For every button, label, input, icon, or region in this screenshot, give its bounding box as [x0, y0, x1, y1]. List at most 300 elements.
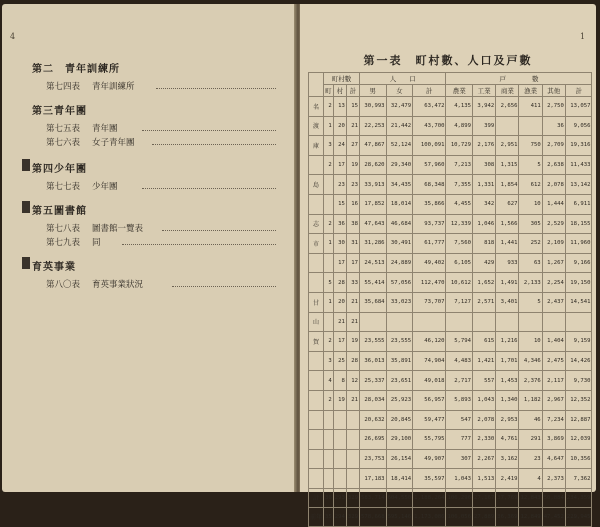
table-cell: 234,359 — [565, 488, 592, 507]
table-cell — [333, 410, 346, 430]
table-cell: 31 — [346, 234, 359, 254]
row-label — [309, 469, 324, 489]
toc-item: 第八〇表 育英事業狀況 — [46, 280, 144, 290]
leader-dots — [122, 243, 276, 245]
table-cell: 4 — [519, 469, 542, 489]
table-cell: 329 — [346, 488, 359, 507]
toc-section-s3: 第三青年團 — [32, 106, 87, 117]
table-cell: 2,109 — [542, 234, 565, 254]
table-cell: 23,651 — [386, 371, 413, 391]
leader-dots — [172, 285, 276, 287]
table-cell: 3,401 — [496, 292, 519, 312]
table-cell: 28 — [333, 273, 346, 293]
table-cell: 21 — [333, 312, 346, 332]
table-row — [309, 116, 592, 136]
leader-dots — [152, 143, 276, 145]
table-cell: 12,887 — [565, 410, 592, 430]
table-cell: 27,167 — [473, 488, 496, 507]
table-cell: 34,435 — [386, 175, 413, 195]
table-cell: 49,907 — [413, 449, 446, 469]
table-cell: 4,346 — [519, 351, 542, 371]
table-cell: 399 — [473, 116, 496, 136]
table-cell: 229,945 — [565, 507, 592, 526]
table-cell: 9,159 — [565, 332, 592, 352]
table-cell: 1,188,264 — [413, 488, 446, 507]
table-cell: 1,854 — [496, 175, 519, 195]
table-cell — [324, 312, 334, 332]
table-cell: 93,737 — [413, 214, 446, 234]
column-header: 女 — [386, 85, 413, 97]
table-cell: 63 — [519, 253, 542, 273]
table-row — [309, 449, 592, 469]
table-cell — [346, 449, 359, 469]
table-cell: 1,652 — [473, 273, 496, 293]
table-cell: 6,105 — [446, 253, 473, 273]
table-cell: 25 — [333, 351, 346, 371]
table-cell: 47,452 — [542, 507, 565, 526]
table-cell: 50,884 — [542, 488, 565, 507]
table-cell: 14,426 — [565, 351, 592, 371]
table-cell: 2,267 — [473, 449, 496, 469]
table-cell: 612 — [519, 175, 542, 195]
table-cell: 20 — [333, 116, 346, 136]
table-cell — [324, 253, 334, 273]
table-cell: 4 — [324, 371, 334, 391]
table-cell — [346, 469, 359, 489]
table-row — [309, 136, 592, 156]
table-cell: 25,337 — [359, 371, 386, 391]
table-cell: 23,555 — [386, 332, 413, 352]
table-cell: 17,183 — [359, 469, 386, 489]
table-cell: 4,455 — [446, 194, 473, 214]
table-cell: 28 — [346, 351, 359, 371]
table-cell: 1,315 — [496, 155, 519, 175]
table-cell: 15 — [333, 194, 346, 214]
table-cell: 3,162 — [496, 449, 519, 469]
table-cell: 2,529 — [542, 214, 565, 234]
table-cell: 10,729 — [446, 136, 473, 156]
table-cell: 35,684 — [359, 292, 386, 312]
table-cell: 2 — [324, 97, 334, 117]
table-cell: 2,717 — [446, 371, 473, 391]
table-cell: 33,913 — [359, 175, 386, 195]
table-cell: 1,421 — [473, 351, 496, 371]
right-page — [300, 4, 596, 522]
table-row — [309, 430, 592, 450]
table-cell: 106,056 — [446, 507, 473, 526]
table-cell: 329 — [346, 507, 359, 526]
table-title: 第一表 町村數、人口及戸數 — [363, 54, 533, 67]
table-cell: 19 — [333, 390, 346, 410]
column-header: 其他 — [542, 85, 565, 97]
column-header: 村 — [333, 85, 346, 97]
table-cell: 33,023 — [386, 292, 413, 312]
table-cell: 22,253 — [359, 116, 386, 136]
table-cell: 59,477 — [413, 410, 446, 430]
table-cell: 36,013 — [359, 351, 386, 371]
table-cell: 18,014 — [386, 194, 413, 214]
table-cell: 1 — [324, 292, 334, 312]
column-header: 男 — [359, 85, 386, 97]
table-cell — [519, 116, 542, 136]
table-cell: 21 — [346, 292, 359, 312]
table-cell: 27 — [346, 136, 359, 156]
table-cell: 20,632 — [359, 410, 386, 430]
row-label: 甘 — [309, 292, 324, 312]
table-cell: 308 — [473, 155, 496, 175]
table-cell — [333, 449, 346, 469]
table-cell: 17 — [333, 332, 346, 352]
row-label — [309, 410, 324, 430]
table-row — [309, 390, 592, 410]
leader-dots — [142, 187, 276, 189]
table-cell: 252 — [519, 234, 542, 254]
table-cell: 11,433 — [565, 155, 592, 175]
table-cell: 2,419 — [496, 469, 519, 489]
table-cell: 49,018 — [413, 371, 446, 391]
table-cell — [565, 312, 592, 332]
table-cell: 21 — [346, 312, 359, 332]
column-header: 町 — [324, 85, 334, 97]
table-cell: 12,039 — [565, 430, 592, 450]
table-cell: 933 — [496, 253, 519, 273]
row-label: 前年 — [309, 507, 324, 526]
table-cell: 18,414 — [386, 469, 413, 489]
total-row — [309, 488, 592, 507]
table-cell: 10,612 — [446, 273, 473, 293]
table-cell: 2,373 — [542, 469, 565, 489]
table-row — [309, 371, 592, 391]
table-cell: 36 — [324, 488, 334, 507]
table-cell: 1,491 — [496, 273, 519, 293]
table-cell: 293 — [333, 488, 346, 507]
row-label — [309, 390, 324, 410]
table-cell: 12,352 — [565, 390, 592, 410]
table-cell: 21,442 — [386, 116, 413, 136]
table-cell: 7,362 — [565, 469, 592, 489]
table-cell: 3,942 — [473, 97, 496, 117]
table-cell: 2,330 — [473, 430, 496, 450]
table-cell: 13 — [333, 97, 346, 117]
row-label: 市 — [309, 234, 324, 254]
table-cell: 17,852 — [359, 194, 386, 214]
table-cell — [324, 194, 334, 214]
table-cell: 18,155 — [565, 214, 592, 234]
table-cell: 2,078 — [542, 175, 565, 195]
row-label: 賀 — [309, 332, 324, 352]
leader-dots — [142, 129, 276, 131]
header-towns: 町村數 — [324, 73, 360, 85]
table-cell: 19,316 — [565, 136, 592, 156]
table-cell: 2,638 — [542, 155, 565, 175]
table-cell: 2,437 — [542, 292, 565, 312]
table-cell: 1,441 — [496, 234, 519, 254]
header-population: 人 口 — [359, 73, 445, 85]
table-cell: 24 — [333, 136, 346, 156]
table-cell: 19 — [346, 155, 359, 175]
table-cell: 24,889 — [386, 253, 413, 273]
table-cell: 2,656 — [496, 97, 519, 117]
row-label — [309, 371, 324, 391]
table-cell — [324, 410, 334, 430]
table-cell: 57,960 — [413, 155, 446, 175]
table-cell: 547 — [446, 410, 473, 430]
table-cell: 342 — [473, 194, 496, 214]
table-cell: 20 — [333, 292, 346, 312]
table-cell: 74,904 — [413, 351, 446, 371]
table-cell: 6,911 — [565, 194, 592, 214]
table-cell: 627 — [496, 194, 519, 214]
table-cell: 1 — [324, 116, 334, 136]
table-cell: 5,893 — [446, 390, 473, 410]
column-header: 工業 — [473, 85, 496, 97]
table-cell: 26,695 — [359, 430, 386, 450]
table-cell: 3 — [324, 136, 334, 156]
row-label — [309, 155, 324, 175]
table-cell: 2,133 — [519, 273, 542, 293]
table-cell: 1,340 — [496, 390, 519, 410]
table-cell: 291 — [519, 430, 542, 450]
table-cell: 36,369 — [496, 507, 519, 526]
leader-dots — [156, 87, 276, 89]
column-header: 計 — [413, 85, 446, 97]
leader-dots — [162, 229, 276, 231]
table-cell: 2,951 — [496, 136, 519, 156]
table-cell: 23 — [519, 449, 542, 469]
table-cell: 19,150 — [565, 273, 592, 293]
table-cell: 26,154 — [386, 449, 413, 469]
table-cell: 55,414 — [359, 273, 386, 293]
table-cell: 43,700 — [413, 116, 446, 136]
table-row — [309, 273, 592, 293]
table-cell: 63,472 — [413, 97, 446, 117]
table-cell: 61,777 — [413, 234, 446, 254]
table-cell: 1,267 — [542, 253, 565, 273]
table-cell: 4,135 — [446, 97, 473, 117]
column-header: 計 — [346, 85, 359, 97]
table-cell: 13,142 — [565, 175, 592, 195]
table-cell — [519, 312, 542, 332]
table-cell: 38 — [346, 214, 359, 234]
table-cell: 2,709 — [542, 136, 565, 156]
table-cell: 7,127 — [446, 292, 473, 312]
table-row — [309, 312, 592, 332]
table-cell: 2,117 — [542, 371, 565, 391]
table-cell: 15 — [346, 97, 359, 117]
table-cell: 305 — [519, 214, 542, 234]
table-cell: 19 — [346, 332, 359, 352]
table-cell: 49,402 — [413, 253, 446, 273]
column-header: 計 — [565, 85, 592, 97]
row-label: 計 — [309, 488, 324, 507]
table-cell: 3,869 — [542, 430, 565, 450]
toc-item: 第七五表 青年團 — [46, 124, 118, 134]
table-cell: 100,091 — [413, 136, 446, 156]
table-cell — [346, 430, 359, 450]
toc-section-s2: 第二 青年訓練所 — [32, 64, 120, 75]
table-cell: 21 — [346, 390, 359, 410]
row-label: 志 — [309, 214, 324, 234]
table-cell: 36 — [333, 214, 346, 234]
table-cell — [324, 430, 334, 450]
toc-section-s4: 第四少年團 — [32, 160, 87, 175]
table-cell: 1 — [324, 234, 334, 254]
table-cell: 2,750 — [542, 97, 565, 117]
table-cell: 2 — [324, 155, 334, 175]
table-cell: 31,286 — [359, 234, 386, 254]
table-cell: 2 — [324, 214, 334, 234]
table-cell: 2 — [324, 390, 334, 410]
table-cell: 12,849 — [519, 507, 542, 526]
table-cell — [446, 312, 473, 332]
table-cell: 595,146 — [386, 507, 413, 526]
row-label: 渡 — [309, 116, 324, 136]
table-cell: 557 — [473, 371, 496, 391]
table-cell: 7,560 — [446, 234, 473, 254]
table-cell — [324, 469, 334, 489]
table-row — [309, 292, 592, 312]
table-cell: 55,795 — [413, 430, 446, 450]
table-cell: 1,513 — [473, 469, 496, 489]
table-cell: 21 — [346, 116, 359, 136]
table-cell: 307 — [446, 449, 473, 469]
row-label: 島 — [309, 175, 324, 195]
table-cell: 20,845 — [386, 410, 413, 430]
table-cell — [496, 312, 519, 332]
table-cell: 1,566 — [496, 214, 519, 234]
table-cell — [333, 430, 346, 450]
toc-item: 第七四表 青年訓練所 — [46, 82, 135, 92]
table-cell: 57,056 — [386, 273, 413, 293]
toc-item: 第七七表 少年團 — [46, 182, 118, 192]
table-cell: 1,043 — [446, 469, 473, 489]
table-cell: 4,647 — [542, 449, 565, 469]
table-row — [309, 155, 592, 175]
table-row — [309, 234, 592, 254]
right-page-number: 1 — [580, 32, 586, 41]
table-cell: 32,479 — [386, 97, 413, 117]
table-cell — [496, 116, 519, 136]
table-cell: 8 — [333, 371, 346, 391]
row-label — [309, 351, 324, 371]
table-cell: 1,404 — [542, 332, 565, 352]
table-cell: 2,078 — [473, 410, 496, 430]
table-row — [309, 214, 592, 234]
table-cell: 5,794 — [446, 332, 473, 352]
table-cell — [542, 312, 565, 332]
table-cell: 1,173,086 — [413, 507, 446, 526]
table-cell: 56,957 — [413, 390, 446, 410]
row-label — [309, 194, 324, 214]
table-cell: 16 — [346, 194, 359, 214]
table-cell: 7,234 — [542, 410, 565, 430]
table-cell — [324, 449, 334, 469]
table-cell: 23 — [333, 175, 346, 195]
header-households: 戸 數 — [446, 73, 592, 85]
table-cell: 5 — [324, 273, 334, 293]
toc-section-s5: 第五圖書館 — [32, 202, 87, 217]
header-corner — [309, 73, 324, 97]
row-label: 庫 — [309, 136, 324, 156]
table-cell: 750 — [519, 136, 542, 156]
table-cell: 35,597 — [413, 469, 446, 489]
table-cell: 14,541 — [565, 292, 592, 312]
table-cell: 28,620 — [359, 155, 386, 175]
column-header: 商業 — [496, 85, 519, 97]
row-label: 名 — [309, 97, 324, 117]
row-label — [309, 253, 324, 273]
table-cell: 112,470 — [413, 273, 446, 293]
table-cell: 30 — [333, 234, 346, 254]
table-cell: 578,668 — [359, 507, 386, 526]
table-row — [309, 332, 592, 352]
table-cell: 10 — [519, 332, 542, 352]
table-cell: 46 — [519, 410, 542, 430]
row-label — [309, 273, 324, 293]
table-cell: 37,769 — [496, 488, 519, 507]
table-cell: 35,866 — [413, 194, 446, 214]
table-cell: 73,707 — [413, 292, 446, 312]
table-cell: 1,216 — [496, 332, 519, 352]
table-cell: 1,182 — [519, 390, 542, 410]
table-cell: 30,993 — [359, 97, 386, 117]
table-cell: 68,348 — [413, 175, 446, 195]
table-cell: 13,057 — [565, 97, 592, 117]
table-cell: 29,100 — [386, 430, 413, 450]
table-row — [309, 253, 592, 273]
table-cell: 36 — [542, 116, 565, 136]
table-cell: 29,340 — [386, 155, 413, 175]
table-row — [309, 469, 592, 489]
table-cell — [346, 410, 359, 430]
toc-item: 第七六表 女子青年團 — [46, 138, 135, 148]
table-cell: 2,475 — [542, 351, 565, 371]
table-cell: 9,166 — [565, 253, 592, 273]
table-cell: 1,046 — [473, 214, 496, 234]
table-cell: 1,701 — [496, 351, 519, 371]
table-cell: 46,120 — [413, 332, 446, 352]
table-cell: 35 — [324, 507, 334, 526]
table-cell — [324, 175, 334, 195]
table-cell: 7,355 — [446, 175, 473, 195]
table-cell: 27,889 — [473, 507, 496, 526]
table-cell: 4,899 — [446, 116, 473, 136]
table-cell: 1,453 — [496, 371, 519, 391]
left-page — [2, 4, 296, 492]
table-cell: 1,444 — [542, 194, 565, 214]
table-row — [309, 410, 592, 430]
table-cell: 11,960 — [565, 234, 592, 254]
table-cell: 23,555 — [359, 332, 386, 352]
table-cell — [333, 469, 346, 489]
table-cell: 2,376 — [519, 371, 542, 391]
table-cell: 17 — [346, 253, 359, 273]
total-row — [309, 507, 592, 526]
table-cell — [473, 312, 496, 332]
table-cell: 10,356 — [565, 449, 592, 469]
header-group-row — [309, 73, 592, 85]
header-column-row — [309, 85, 592, 97]
table-cell — [386, 312, 413, 332]
table-cell: 12,843 — [519, 488, 542, 507]
left-page-number: 4 — [10, 32, 16, 41]
table-cell: 24,513 — [359, 253, 386, 273]
table-cell: 33 — [346, 273, 359, 293]
toc-item: 第七九表 同 — [46, 238, 101, 248]
column-header: 農業 — [446, 85, 473, 97]
table-cell: 35,891 — [386, 351, 413, 371]
table-cell: 9,730 — [565, 371, 592, 391]
